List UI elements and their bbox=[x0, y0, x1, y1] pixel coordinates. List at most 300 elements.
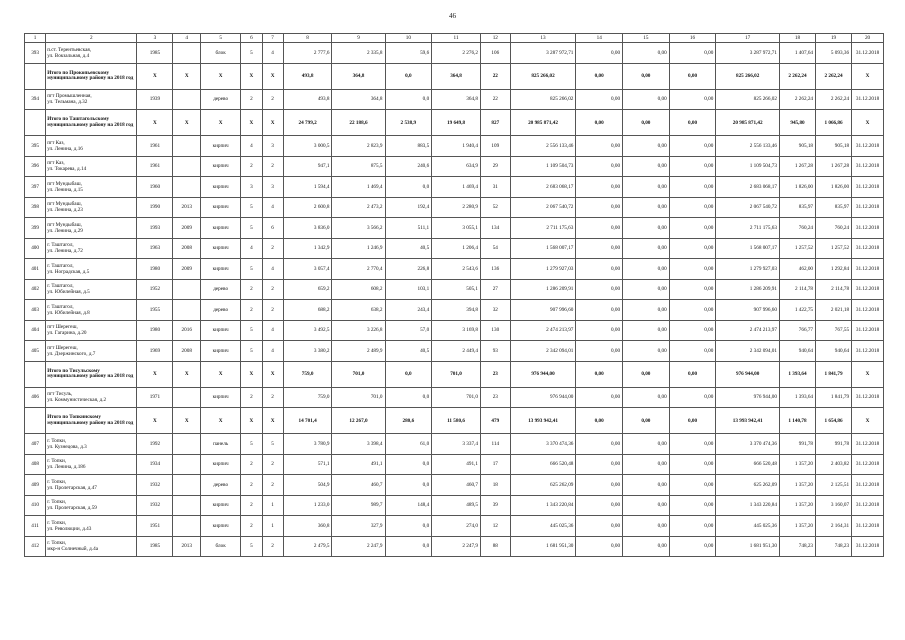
table-cell: 0,0 bbox=[385, 361, 432, 387]
table-cell: 0,00 bbox=[623, 238, 670, 259]
table-cell: 410 bbox=[25, 495, 46, 516]
table-cell: 12 267,0 bbox=[332, 408, 385, 434]
header-cell: 9 bbox=[332, 34, 385, 43]
table-cell: 57,0 bbox=[385, 320, 432, 341]
table-cell: 2008 bbox=[173, 238, 201, 259]
table-cell: 0,00 bbox=[623, 156, 670, 177]
table-cell bbox=[173, 136, 201, 157]
table-cell: 4 bbox=[241, 136, 262, 157]
table-row bbox=[25, 320, 884, 341]
table-cell: 240,6 bbox=[385, 156, 432, 177]
table-cell: 991,78 bbox=[816, 434, 852, 455]
table-cell: X bbox=[201, 408, 241, 434]
table-cell: 493,8 bbox=[283, 63, 332, 89]
table-cell: X bbox=[201, 63, 241, 89]
table-cell: 0,00 bbox=[576, 43, 623, 64]
table-cell: 27 bbox=[480, 279, 510, 300]
table-cell: 1934 bbox=[137, 454, 173, 475]
table-cell: 3 780,9 bbox=[283, 434, 332, 455]
table-cell: 2 bbox=[262, 238, 283, 259]
table-cell: 0,00 bbox=[576, 238, 623, 259]
table-cell: 638,2 bbox=[332, 300, 385, 321]
table-cell: 1980 bbox=[137, 259, 173, 280]
table-cell: 1 267,28 bbox=[779, 156, 815, 177]
table-cell: 23 bbox=[480, 387, 510, 408]
table-cell bbox=[173, 387, 201, 408]
table-cell: 1 407,64 bbox=[779, 43, 815, 64]
table-cell: 0,00 bbox=[669, 197, 716, 218]
header-cell: 11 bbox=[432, 34, 481, 43]
table-cell: 0,00 bbox=[669, 89, 716, 110]
table-cell: X bbox=[173, 63, 201, 89]
table-row bbox=[25, 156, 884, 177]
table-cell: 114 bbox=[480, 434, 510, 455]
table-cell: 460,7 bbox=[432, 475, 481, 496]
address-cell: г. Топки, ул. Пролетарская, д.47 bbox=[46, 475, 137, 496]
table-cell: 0,00 bbox=[576, 454, 623, 475]
table-cell: 31.12.2018 bbox=[852, 279, 884, 300]
table-cell: 2 600,8 bbox=[283, 197, 332, 218]
table-cell: 940,64 bbox=[779, 341, 815, 362]
table-cell: 364,8 bbox=[332, 63, 385, 89]
table-row bbox=[25, 341, 884, 362]
table-row bbox=[25, 218, 884, 239]
table-cell bbox=[25, 361, 46, 387]
table-cell: 40,5 bbox=[385, 341, 432, 362]
table-cell: 31.12.2018 bbox=[852, 320, 884, 341]
table-cell: 22 bbox=[480, 63, 510, 89]
table-cell: 24 799,2 bbox=[283, 110, 332, 136]
table-cell: 2 777,6 bbox=[283, 43, 332, 64]
table-cell: 5 bbox=[241, 43, 262, 64]
table-cell: 2 479,5 bbox=[283, 536, 332, 557]
table-cell: 3 566,2 bbox=[332, 218, 385, 239]
table-cell: 2 125,51 bbox=[816, 475, 852, 496]
table-cell: 405 bbox=[25, 341, 46, 362]
table-cell: 905,18 bbox=[779, 136, 815, 157]
table-cell: 0,00 bbox=[669, 43, 716, 64]
address-cell: пгт Мундыбаш, ул. Ленина, д.15 bbox=[46, 177, 137, 198]
table-cell bbox=[173, 516, 201, 537]
table-cell: 13 993 942,41 bbox=[716, 408, 780, 434]
table-cell: 0,00 bbox=[669, 136, 716, 157]
table-cell: 491,1 bbox=[432, 454, 481, 475]
table-cell: 0,00 bbox=[576, 259, 623, 280]
table-cell: 0,0 bbox=[385, 89, 432, 110]
table-cell bbox=[173, 279, 201, 300]
address-cell: пгт Каз, ул. Токарева, д.14 bbox=[46, 156, 137, 177]
table-cell: 976 944,00 bbox=[716, 387, 780, 408]
table-row bbox=[25, 259, 884, 280]
table-cell: 1 357,20 bbox=[779, 454, 815, 475]
table-cell: 280,6 bbox=[385, 408, 432, 434]
table-cell: 1 140,78 bbox=[779, 408, 815, 434]
table-cell: 2 bbox=[262, 475, 283, 496]
header-cell: 17 bbox=[716, 34, 780, 43]
table-cell: 31.12.2018 bbox=[852, 434, 884, 455]
total-row bbox=[25, 110, 884, 136]
table-cell: 0,00 bbox=[576, 536, 623, 557]
table-cell: 2 556 133,46 bbox=[716, 136, 780, 157]
table-cell: 0,0 bbox=[385, 536, 432, 557]
table-cell: 2 bbox=[241, 516, 262, 537]
table-cell: 93 bbox=[480, 341, 510, 362]
table-cell: 835,97 bbox=[816, 197, 852, 218]
table-cell: блок bbox=[201, 43, 241, 64]
table-cell: кирпич bbox=[201, 259, 241, 280]
table-cell: 1 343 220,84 bbox=[716, 495, 780, 516]
table-cell: 0,0 bbox=[385, 177, 432, 198]
header-cell: 7 bbox=[262, 34, 283, 43]
address-cell: пгт Тисуль, ул. Коммунистическая, д.2 bbox=[46, 387, 137, 408]
table-cell: 4 bbox=[241, 238, 262, 259]
table-cell: 406 bbox=[25, 387, 46, 408]
table-cell: X bbox=[137, 408, 173, 434]
table-cell: 31.12.2018 bbox=[852, 387, 884, 408]
table-cell: 18 bbox=[480, 475, 510, 496]
table-cell: 2 164,31 bbox=[816, 516, 852, 537]
table-cell: 0,0 bbox=[385, 387, 432, 408]
table-cell: X bbox=[201, 110, 241, 136]
address-cell: г. Таштагол, ул. Юбилейная, д.5 bbox=[46, 279, 137, 300]
table-cell: 2 262,24 bbox=[816, 89, 852, 110]
table-cell: 1961 bbox=[137, 136, 173, 157]
table-cell: 1990 bbox=[137, 197, 173, 218]
table-cell: 1 681 951,30 bbox=[510, 536, 576, 557]
table-cell: 2 bbox=[241, 279, 262, 300]
header-cell: 13 bbox=[510, 34, 576, 43]
table-cell: 130 bbox=[480, 320, 510, 341]
table-cell: 989,7 bbox=[332, 495, 385, 516]
page-number: 46 bbox=[449, 12, 456, 20]
table-cell: 2 342 094,01 bbox=[510, 341, 576, 362]
table-cell: X bbox=[137, 63, 173, 89]
table-cell: 1951 bbox=[137, 516, 173, 537]
table-row bbox=[25, 238, 884, 259]
table-cell: 0,00 bbox=[576, 341, 623, 362]
address-cell: Итого по Прокопьевскому муниципальному району на 2018 год bbox=[46, 63, 137, 89]
table-cell: 1 246,9 bbox=[332, 238, 385, 259]
table-cell: 2 335,8 bbox=[332, 43, 385, 64]
table-cell: 31.12.2018 bbox=[852, 218, 884, 239]
table-row bbox=[25, 136, 884, 157]
table-cell: X bbox=[173, 408, 201, 434]
table-cell: 109 bbox=[480, 136, 510, 157]
table-cell: кирпич bbox=[201, 156, 241, 177]
table-cell: 976 944,00 bbox=[510, 387, 576, 408]
table-cell bbox=[173, 454, 201, 475]
table-cell: 31.12.2018 bbox=[852, 495, 884, 516]
table-cell: 1992 bbox=[137, 434, 173, 455]
table-cell: 3 057,4 bbox=[283, 259, 332, 280]
table-cell: дерево bbox=[201, 89, 241, 110]
table-cell: 2 711 175,63 bbox=[716, 218, 780, 239]
table-cell: 2 262,24 bbox=[779, 63, 815, 89]
table-cell: 827 bbox=[480, 110, 510, 136]
table-cell: 947,1 bbox=[283, 156, 332, 177]
table-cell: 0,00 bbox=[576, 63, 623, 89]
table-cell: 396 bbox=[25, 156, 46, 177]
table-cell: 2 bbox=[241, 300, 262, 321]
table-cell: 3 492,5 bbox=[283, 320, 332, 341]
header-cell: 15 bbox=[623, 34, 670, 43]
table-cell: 5 bbox=[241, 197, 262, 218]
table-cell bbox=[173, 89, 201, 110]
table-cell: 59,6 bbox=[385, 43, 432, 64]
table-cell: 5 bbox=[241, 536, 262, 557]
table-cell: 0,0 bbox=[385, 63, 432, 89]
table-cell: 504,9 bbox=[283, 475, 332, 496]
table-cell: 5 bbox=[262, 434, 283, 455]
table-cell: 394 bbox=[25, 89, 46, 110]
table-cell: 31.12.2018 bbox=[852, 177, 884, 198]
table-cell: 907 996,60 bbox=[510, 300, 576, 321]
table-cell: 3 055,1 bbox=[432, 218, 481, 239]
table-row bbox=[25, 197, 884, 218]
table-cell: 17 bbox=[480, 454, 510, 475]
table-cell: 825 266,02 bbox=[716, 63, 780, 89]
table-cell: X bbox=[241, 63, 262, 89]
table-cell: 5 bbox=[241, 218, 262, 239]
table-row bbox=[25, 387, 884, 408]
table-cell: 1 826,00 bbox=[779, 177, 815, 198]
table-cell: кирпич bbox=[201, 197, 241, 218]
table-cell: 31 bbox=[480, 177, 510, 198]
table-cell: 2 bbox=[241, 156, 262, 177]
table-cell: 12 bbox=[480, 516, 510, 537]
address-cell: Итого по Таштагольскому муниципальному району на 2018 год bbox=[46, 110, 137, 136]
table-cell: 875,5 bbox=[332, 156, 385, 177]
table-cell: 701,0 bbox=[332, 361, 385, 387]
table-cell: 1 286 209,91 bbox=[510, 279, 576, 300]
table-cell: 659,2 bbox=[283, 279, 332, 300]
table-cell: 0,00 bbox=[669, 110, 716, 136]
table-cell: 1 940,4 bbox=[432, 136, 481, 157]
table-cell: 0,00 bbox=[623, 279, 670, 300]
table-row bbox=[25, 454, 884, 475]
table-cell: 0,00 bbox=[576, 516, 623, 537]
table-cell: 445 025,36 bbox=[716, 516, 780, 537]
table-cell: 4 bbox=[262, 43, 283, 64]
table-cell: 31.12.2018 bbox=[852, 454, 884, 475]
table-cell: 460,7 bbox=[332, 475, 385, 496]
header-cell: 2 bbox=[46, 34, 137, 43]
table-cell: 0,00 bbox=[623, 300, 670, 321]
address-cell: п.ст. Терентьевская, ул. Вокзальная, д.4 bbox=[46, 43, 137, 64]
address-cell: г. Топки, мкр-н Солнечный, д.4а bbox=[46, 536, 137, 557]
table-cell: 394,8 bbox=[432, 300, 481, 321]
table-cell: 2 bbox=[262, 536, 283, 557]
table-cell: 2013 bbox=[173, 197, 201, 218]
table-cell: 1 109 504,73 bbox=[510, 156, 576, 177]
table-cell: X bbox=[137, 361, 173, 387]
table-cell: 2 247,9 bbox=[432, 536, 481, 557]
table-row bbox=[25, 300, 884, 321]
table-cell: 2 449,4 bbox=[432, 341, 481, 362]
table-cell: 148,4 bbox=[385, 495, 432, 516]
table-row bbox=[25, 495, 884, 516]
table-cell: 0,00 bbox=[669, 218, 716, 239]
table-cell: 1 841,79 bbox=[816, 387, 852, 408]
table-cell: 2 342 094,01 bbox=[716, 341, 780, 362]
header-cell: 5 bbox=[201, 34, 241, 43]
header-cell: 18 bbox=[779, 34, 815, 43]
table-cell: 2 bbox=[262, 387, 283, 408]
table-cell: 1 343 220,84 bbox=[510, 495, 576, 516]
table-cell: 3 bbox=[262, 136, 283, 157]
table-cell: 1969 bbox=[137, 341, 173, 362]
table-cell: X bbox=[852, 63, 884, 89]
table-cell bbox=[25, 408, 46, 434]
table-cell: 701,0 bbox=[432, 361, 481, 387]
table-cell: 1 bbox=[262, 516, 283, 537]
table-cell: 0,00 bbox=[669, 156, 716, 177]
table-cell: 31.12.2018 bbox=[852, 89, 884, 110]
table-cell: 2 bbox=[262, 454, 283, 475]
table-cell: 976 944,00 bbox=[716, 361, 780, 387]
address-cell: пгт Каз, ул. Ленина, д.16 bbox=[46, 136, 137, 157]
address-cell: пгт Промышленная, ул. Тельмана, д.32 bbox=[46, 89, 137, 110]
table-cell: 2 067 540,72 bbox=[716, 197, 780, 218]
table-cell: 1 841,79 bbox=[816, 361, 852, 387]
table-cell: 31.12.2018 bbox=[852, 300, 884, 321]
address-cell: Итого по Топкинскому муниципальному району на 2018 год bbox=[46, 408, 137, 434]
table-cell: 395 bbox=[25, 136, 46, 157]
table-cell: 2013 bbox=[173, 536, 201, 557]
table-cell: 399 bbox=[25, 218, 46, 239]
table-cell: 2 bbox=[262, 89, 283, 110]
table-cell: 0,00 bbox=[669, 434, 716, 455]
table-cell: 2016 bbox=[173, 320, 201, 341]
table-cell: X bbox=[262, 361, 283, 387]
header-cell: 16 bbox=[669, 34, 716, 43]
table-cell: 1960 bbox=[137, 177, 173, 198]
table-cell: 0,00 bbox=[669, 408, 716, 434]
table-cell: 491,1 bbox=[332, 454, 385, 475]
table-cell: 364,8 bbox=[432, 63, 481, 89]
table-cell: панель bbox=[201, 434, 241, 455]
table-cell: 0,00 bbox=[576, 177, 623, 198]
table-cell: X bbox=[137, 110, 173, 136]
table-cell: 6 bbox=[262, 218, 283, 239]
table-cell: 2 403,82 bbox=[816, 454, 852, 475]
header-cell: 19 bbox=[816, 34, 852, 43]
table-cell: 1 826,00 bbox=[816, 177, 852, 198]
table-cell: 0,00 bbox=[623, 197, 670, 218]
table-cell: 0,00 bbox=[623, 320, 670, 341]
table-cell: 2 bbox=[241, 454, 262, 475]
table-cell: кирпич bbox=[201, 320, 241, 341]
table-cell: 402 bbox=[25, 279, 46, 300]
total-row bbox=[25, 361, 884, 387]
table-cell: X bbox=[852, 110, 884, 136]
table-cell: 0,00 bbox=[576, 218, 623, 239]
table-cell: 1961 bbox=[137, 156, 173, 177]
table-cell: 23 bbox=[480, 361, 510, 387]
table-cell: 2 bbox=[241, 495, 262, 516]
table-cell: 52 bbox=[480, 197, 510, 218]
table-cell: 571,1 bbox=[283, 454, 332, 475]
table-cell: 11 580,6 bbox=[432, 408, 481, 434]
table-cell: 0,00 bbox=[669, 279, 716, 300]
table-cell: 54 bbox=[480, 238, 510, 259]
table-cell: 31.12.2018 bbox=[852, 341, 884, 362]
table-cell: 2 bbox=[262, 300, 283, 321]
table-cell: кирпич bbox=[201, 341, 241, 362]
table-cell: 0,00 bbox=[669, 238, 716, 259]
table-cell: 5 bbox=[241, 320, 262, 341]
table-cell: 0,00 bbox=[576, 475, 623, 496]
table-cell: 3 000,5 bbox=[283, 136, 332, 157]
table-cell: 0,00 bbox=[669, 177, 716, 198]
table-cell: 2 bbox=[241, 387, 262, 408]
table-cell: 2 543,6 bbox=[432, 259, 481, 280]
table-cell: 106 bbox=[480, 43, 510, 64]
table-cell: 462,00 bbox=[779, 259, 815, 280]
table-cell: 0,00 bbox=[669, 341, 716, 362]
table-cell: 825 266,02 bbox=[510, 63, 576, 89]
table-cell: 2 711 175,63 bbox=[510, 218, 576, 239]
table-cell: 940,64 bbox=[816, 341, 852, 362]
table-cell: 945,80 bbox=[779, 110, 815, 136]
table-row bbox=[25, 89, 884, 110]
table-cell: X bbox=[241, 408, 262, 434]
table-cell: 1 206,4 bbox=[432, 238, 481, 259]
table-row bbox=[25, 475, 884, 496]
table-cell: X bbox=[201, 361, 241, 387]
table-cell: 825 266,02 bbox=[510, 89, 576, 110]
table-cell: 398 bbox=[25, 197, 46, 218]
table-cell: 192,4 bbox=[385, 197, 432, 218]
table-cell: 3 836,0 bbox=[283, 218, 332, 239]
table-cell: кирпич bbox=[201, 495, 241, 516]
header-cell: 8 bbox=[283, 34, 332, 43]
table-cell: 666 520,48 bbox=[510, 454, 576, 475]
table-cell: 31.12.2018 bbox=[852, 43, 884, 64]
table-cell: 0,00 bbox=[623, 454, 670, 475]
table-cell: 13 993 942,41 bbox=[510, 408, 576, 434]
table-cell: 32 bbox=[480, 300, 510, 321]
table-cell: 0,00 bbox=[669, 320, 716, 341]
table-row bbox=[25, 536, 884, 557]
table-cell: 2 823,9 bbox=[332, 136, 385, 157]
table-cell: 2009 bbox=[173, 259, 201, 280]
table-cell: 1 568 007,17 bbox=[716, 238, 780, 259]
table-cell: 1 469,4 bbox=[432, 177, 481, 198]
table-cell: 2 683 068,17 bbox=[510, 177, 576, 198]
table-cell: 4 bbox=[262, 197, 283, 218]
table-cell: 400 bbox=[25, 238, 46, 259]
table-cell: 0,00 bbox=[623, 63, 670, 89]
table-cell: 1 257,52 bbox=[816, 238, 852, 259]
header-cell: 14 bbox=[576, 34, 623, 43]
table-row bbox=[25, 434, 884, 455]
table-cell: 2 bbox=[241, 475, 262, 496]
table-cell: кирпич bbox=[201, 516, 241, 537]
table-cell: 1 066,86 bbox=[816, 110, 852, 136]
table-cell: 666 520,48 bbox=[716, 454, 780, 475]
table-cell: 1 357,20 bbox=[779, 475, 815, 496]
table-cell: 2 bbox=[262, 279, 283, 300]
table-cell: 2 683 068,17 bbox=[716, 177, 780, 198]
table-cell: 0,00 bbox=[576, 110, 623, 136]
table-cell: 0,00 bbox=[576, 300, 623, 321]
address-cell: Итого по Тисульскому муниципальному району на 2018 год bbox=[46, 361, 137, 387]
table-cell: 4 bbox=[262, 320, 283, 341]
table-cell: 0,00 bbox=[623, 475, 670, 496]
table-cell: 0,00 bbox=[623, 495, 670, 516]
table-cell: 22 bbox=[480, 89, 510, 110]
